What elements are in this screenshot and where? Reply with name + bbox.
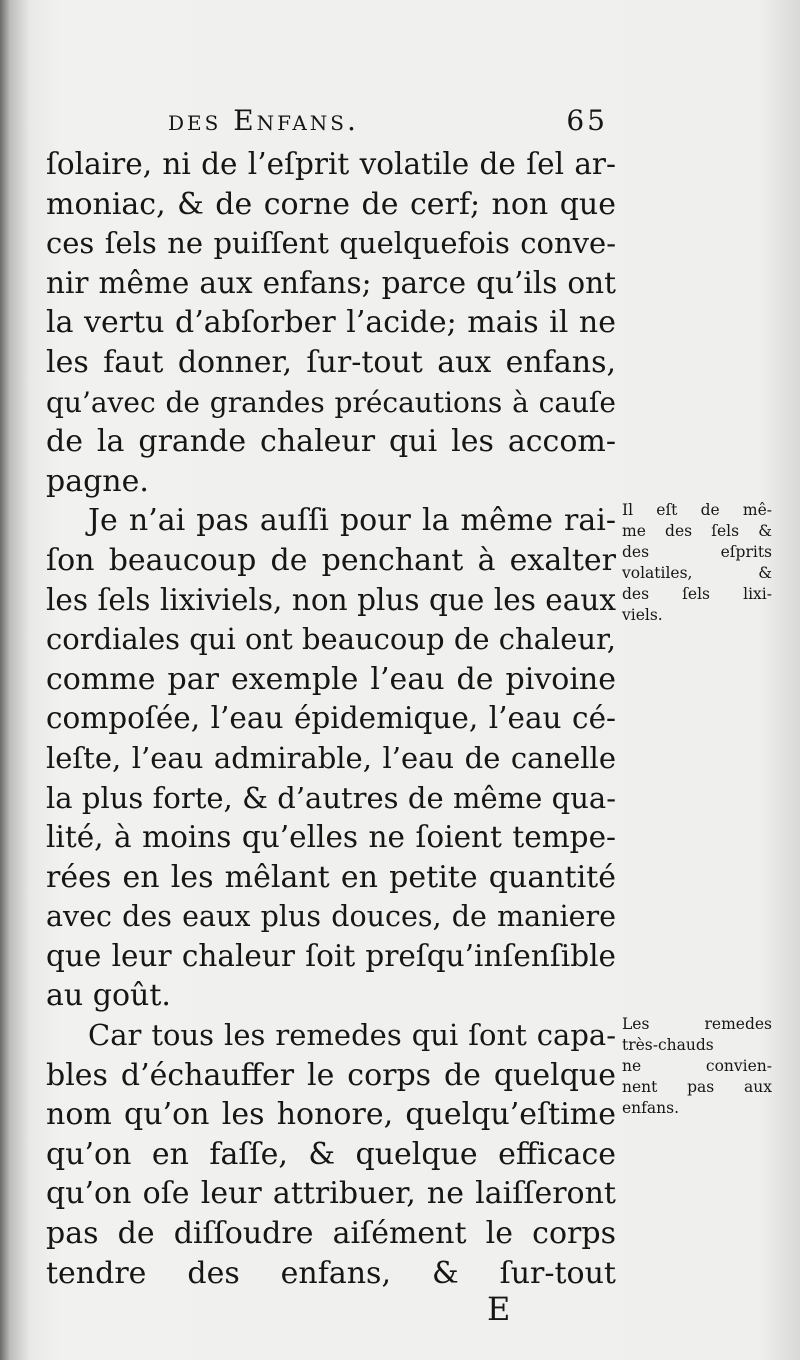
text-line: qu’avec de grandes précautions à cauſe [46, 385, 616, 419]
margin-note [622, 500, 772, 626]
text-line: tendre des enfans, & ſur-tout [46, 1255, 616, 1291]
text-line: comme par exemple l’eau de pivoine [46, 661, 616, 697]
text-line: les ſels lixiviels, non plus que les eaux [46, 582, 616, 617]
margin-note [622, 1014, 772, 1119]
text-line: leſte, l’eau admirable, l’eau de canelle [46, 740, 616, 775]
text-line: Je n’ai pas auſſi pour la même rai- [88, 503, 616, 539]
text-line: la vertu d’abſorber l’acide; mais il ne [46, 305, 616, 341]
text-line: cordiales qui ont beaucoup de chaleur, [46, 622, 616, 657]
text-line: qu’on en faſſe, & quelque efficace [46, 1136, 616, 1172]
paragraph [46, 501, 616, 1016]
text-line: les faut donner, ſur-tout aux enfans, [46, 344, 616, 380]
margin-note-line: ne convien- [622, 1057, 772, 1075]
running-header [168, 104, 608, 144]
text-line: qu’on oſe leur attribuer, ne laiſſeront [46, 1176, 616, 1212]
main-text [46, 145, 616, 1293]
margin-note-line: nent pas aux [622, 1078, 772, 1096]
text-line: au goût. [46, 978, 171, 1014]
paragraph [46, 1016, 616, 1293]
margin-note-line: Il eſt de mê- [622, 501, 772, 519]
margin-note-line: très-chauds [622, 1036, 714, 1054]
text-line: rées en les mêlant en petite quantité [46, 859, 616, 895]
margin-note-line: des ſels lixi- [622, 585, 772, 603]
signature-mark: E [487, 1290, 511, 1328]
margin-note-line: des eſprits [622, 543, 772, 561]
text-line: nir même aux enfans; parce qu’ils ont [46, 265, 616, 300]
margin-note-line: volatiles, & [622, 564, 772, 582]
text-line: ſon beaucoup de penchant à exalter [46, 542, 616, 578]
text-line: pas de diſſoudre aiſément le corps [46, 1216, 616, 1252]
text-line: que leur chaleur ſoit preſqu’inſenſible [46, 938, 616, 973]
text-line: pagne. [46, 463, 149, 499]
text-line: moniac, & de corne de cerf; non que [46, 186, 616, 222]
text-line: Car tous les remedes qui ſont capa- [88, 1018, 616, 1053]
text-line: de la grande chaleur qui les accom- [46, 424, 616, 460]
text-line: lité, à moins qu’elles ne ſoient tempe- [46, 820, 616, 855]
text-line: la plus forte, & d’autres de même qua- [46, 780, 616, 815]
margin-note-line: me des ſels & [622, 522, 772, 540]
text-line: bles d’échauffer le corps de quelque [46, 1057, 616, 1093]
margin-note-line: enfans. [622, 1099, 679, 1117]
paragraph [46, 145, 616, 501]
margin-note-line: viels. [622, 606, 663, 624]
margin-note-line: Les remedes [622, 1015, 772, 1033]
running-title: des Enfans. [168, 104, 359, 137]
text-line: nom qu’on les honore, quelqu’eſtime [46, 1097, 616, 1133]
page-number: 65 [566, 104, 608, 137]
text-line: compoſée, l’eau épidemique, l’eau cé- [46, 701, 616, 736]
text-line: ces ſels ne puiſſent quelquefois conve- [46, 226, 616, 261]
text-line: ſolaire, ni de l’eſprit volatile de ſel ar- [46, 147, 616, 181]
text-line: avec des eaux plus douces, de maniere [46, 900, 616, 934]
